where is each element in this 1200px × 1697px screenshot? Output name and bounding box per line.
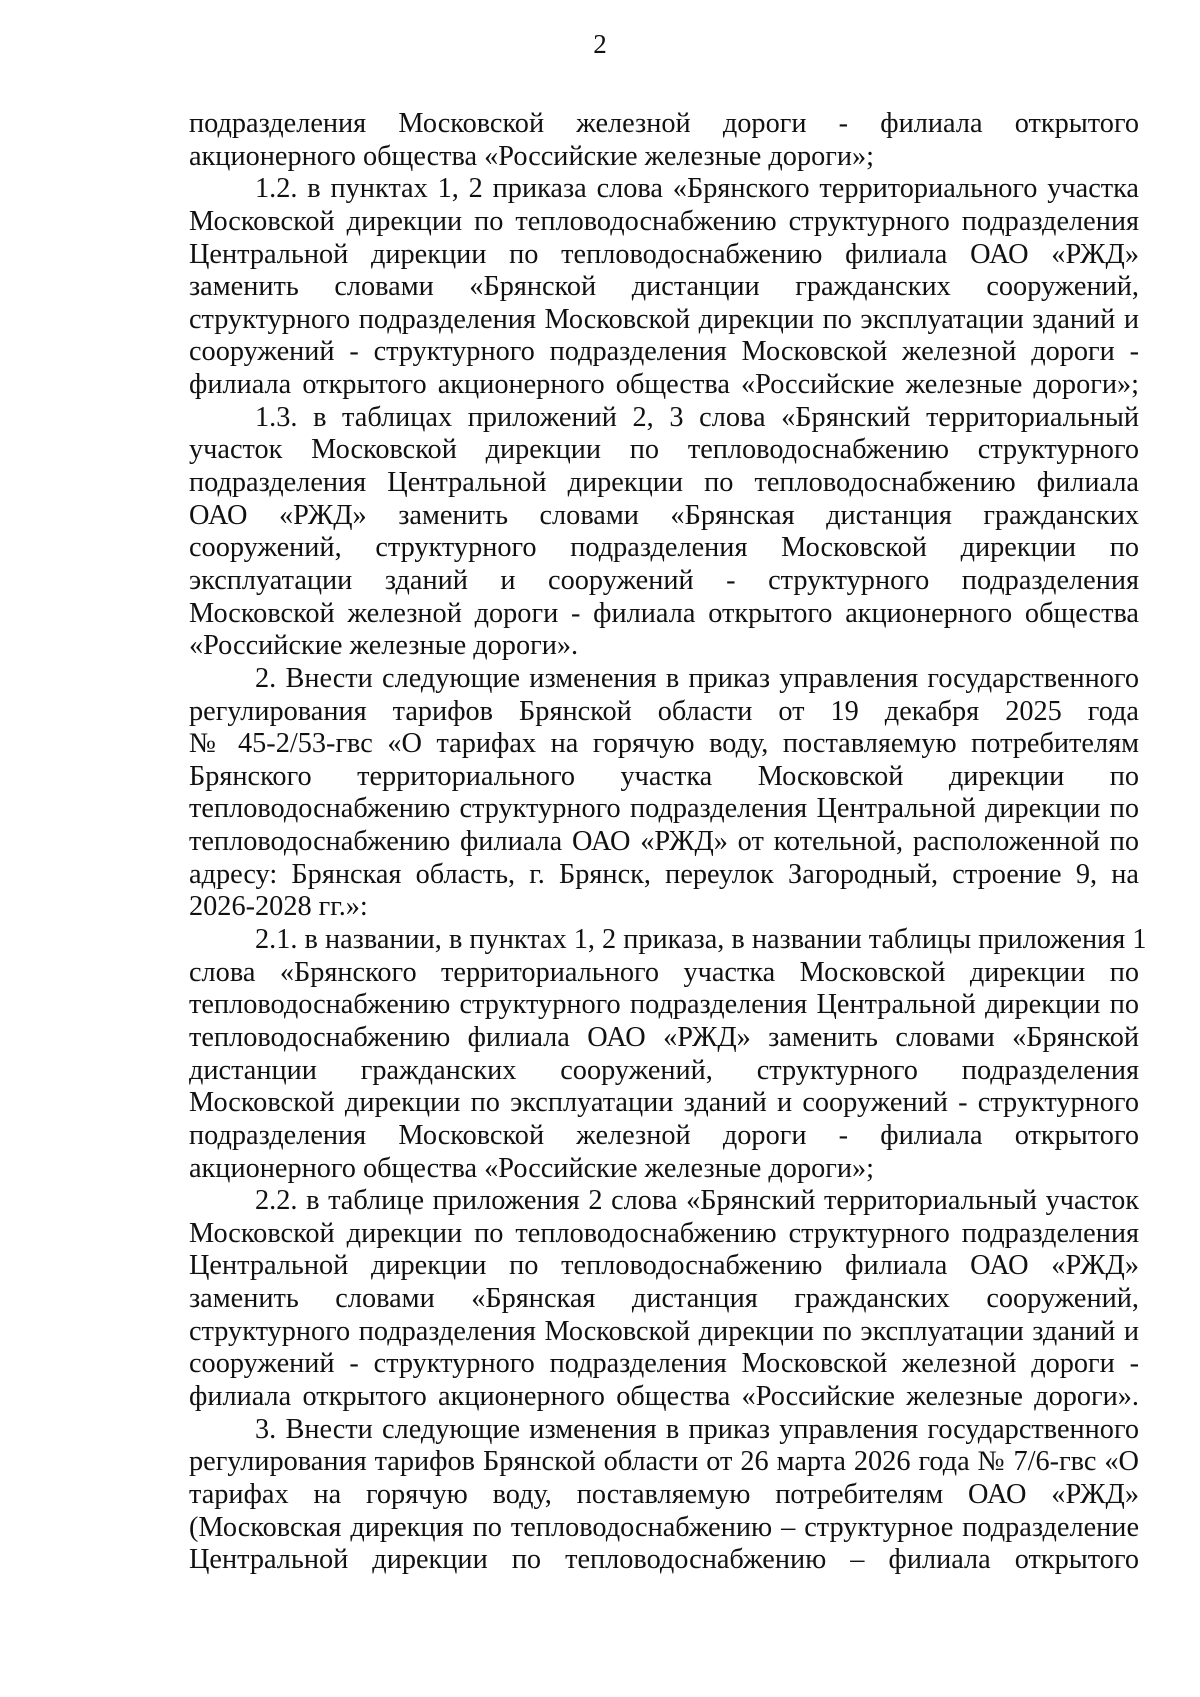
- text-line: тепловодоснабжению структурного подразделения Центральной дирекции по: [189, 793, 1139, 825]
- text-line: 2.2. в таблице приложения 2 слова «Брянский территориальный участок: [255, 1185, 1139, 1217]
- text-line: подразделения Центральной дирекции по тепловодоснабжению филиала: [189, 467, 1139, 499]
- text-line: подразделения Московской железной дороги - филиала открытого: [189, 1119, 1139, 1151]
- document-body-text: [189, 108, 1147, 1577]
- text-line: заменить словами «Брянская дистанция гражданских сооружений,: [189, 1283, 1139, 1315]
- text-line: «Российские железные дороги».: [189, 630, 579, 662]
- text-line: 3. Внести следующие изменения в приказ управления государственного: [255, 1413, 1139, 1445]
- text-line: регулирования тарифов Брянской области от 26 марта 2026 года № 7/6-гвс «О: [189, 1446, 1139, 1478]
- text-line: Московской дирекции по эксплуатации зданий и сооружений - структурного: [189, 1087, 1139, 1119]
- text-line: сооружений, структурного подразделения Московской дирекции по: [189, 532, 1139, 564]
- text-line: структурного подразделения Московской дирекции по эксплуатации зданий и: [189, 1315, 1139, 1347]
- text-line: слова «Брянского территориального участка Московской дирекции по: [189, 956, 1139, 988]
- text-line: дистанции гражданских сооружений, структурного подразделения: [189, 1054, 1139, 1086]
- text-line: регулирования тарифов Брянской области от 19 декабря 2025 года: [189, 695, 1139, 727]
- text-line: акционерного общества «Российские железные дороги»;: [189, 140, 875, 172]
- text-line: Московской дирекции по тепловодоснабжению структурного подразделения: [189, 205, 1139, 237]
- page-number: 2: [593, 29, 607, 59]
- text-line: филиала открытого акционерного общества «Российские железные дороги»;: [189, 369, 1139, 401]
- text-line: тарифах на горячую воду, поставляемую потребителям ОАО «РЖД»: [189, 1478, 1139, 1510]
- text-line: 2026-2028 гг.»:: [189, 891, 368, 923]
- text-line: заменить словами «Брянской дистанции гражданских сооружений,: [189, 271, 1139, 303]
- text-line: Московской железной дороги - филиала открытого акционерного общества: [189, 597, 1139, 629]
- text-line: структурного подразделения Московской дирекции по эксплуатации зданий и: [189, 303, 1139, 335]
- text-line: филиала открытого акционерного общества «Российские железные дороги».: [189, 1380, 1139, 1412]
- text-line: 2.1. в названии, в пунктах 1, 2 приказа, в названии таблицы приложения 1: [255, 924, 1147, 956]
- text-line: Центральной дирекции по тепловодоснабжению – филиала открытого: [189, 1544, 1139, 1576]
- text-line: тепловодоснабжению филиала ОАО «РЖД» заменить словами «Брянской: [189, 1021, 1139, 1053]
- text-line: № 45-2/53-гвс «О тарифах на горячую воду, поставляемую потребителям: [189, 728, 1139, 760]
- text-line: (Московская дирекция по тепловодоснабжению – структурное подразделение: [189, 1511, 1139, 1543]
- text-line: адресу: Брянская область, г. Брянск, переулок Загородный, строение 9, на: [189, 858, 1139, 890]
- text-line: Брянского территориального участка Московской дирекции по: [189, 760, 1139, 792]
- text-line: тепловодоснабжению структурного подразделения Центральной дирекции по: [189, 989, 1139, 1021]
- text-line: участок Московской дирекции по тепловодоснабжению структурного: [189, 434, 1139, 466]
- text-line: подразделения Московской железной дороги - филиала открытого: [189, 108, 1139, 139]
- text-line: тепловодоснабжению филиала ОАО «РЖД» от котельной, расположенной по: [189, 826, 1139, 858]
- text-line: Центральной дирекции по тепловодоснабжению филиала ОАО «РЖД»: [189, 238, 1139, 270]
- text-line: 2. Внести следующие изменения в приказ управления государственного: [255, 662, 1139, 694]
- text-line: сооружений - структурного подразделения Московской железной дороги -: [189, 1348, 1139, 1380]
- text-line: ОАО «РЖД» заменить словами «Брянская дистанция гражданских: [189, 499, 1139, 531]
- text-line: акционерного общества «Российские железные дороги»;: [189, 1152, 875, 1184]
- text-line: 1.3. в таблицах приложений 2, 3 слова «Брянский территориальный: [255, 401, 1139, 433]
- text-line: Московской дирекции по тепловодоснабжению структурного подразделения: [189, 1217, 1139, 1249]
- text-line: 1.2. в пунктах 1, 2 приказа слова «Брянского территориального участка: [255, 173, 1139, 205]
- text-line: Центральной дирекции по тепловодоснабжению филиала ОАО «РЖД»: [189, 1250, 1139, 1282]
- text-line: сооружений - структурного подразделения Московской железной дороги -: [189, 336, 1139, 368]
- text-line: эксплуатации зданий и сооружений - структурного подразделения: [189, 564, 1139, 596]
